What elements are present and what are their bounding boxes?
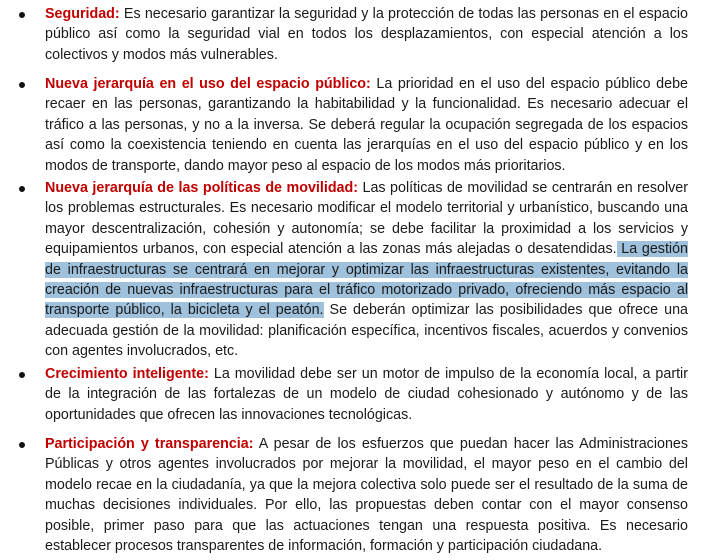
paragraph	[45, 178, 688, 362]
paragraph	[45, 4, 688, 65]
item-text: La movilidad debe ser un motor de impulso de la economía local, a partir de la integración de las fortalezas de un modelo de ciudad cohesionado y autónomo y de las oportunidades que ofrecen las innovaciones tecnológicas.	[45, 366, 688, 423]
item-term: Nueva jerarquía en el uso del espacio público:	[45, 76, 371, 92]
item-text: Las políticas de movilidad se centrarán en resolver los problemas estructurales. Es necesario modificar el modelo territorial y urbanístico, buscando una mayor descentralización, cohesión y autonomía; se debe facilitar la proximidad a los servicios y equipamientos urbanos, con especial atención a las zonas más alejadas o desatendidas.	[45, 180, 688, 258]
bullet-icon	[19, 82, 25, 88]
item-text: La prioridad en el uso del espacio público debe recaer en las personas, garantizando la habitabilidad y la funcionalidad. Es necesario adecuar el tráfico a las personas, y no a la inversa. Se deberá regular la ocupación segregada de los espacios así como la coexistencia teniendo en cuenta las jerarquías en el uso del espacio público y en los modos de transporte, dando mayor peso al espacio de los modos más prioritarios.	[45, 76, 688, 174]
paragraph	[45, 434, 688, 556]
item-term: Crecimiento inteligente:	[45, 366, 209, 382]
highlighted-text[interactable]: La gestión de infraestructuras se centrará en mejorar y optimizar las infraestructuras existentes, evitando la creación de nuevas infraestructuras para el tráfico motorizado privado, ofreciendo más espacio al transporte público, la bicicleta y el peatón.	[45, 241, 688, 319]
paragraph	[45, 74, 688, 176]
bullet-icon	[19, 442, 25, 448]
item-term: Seguridad:	[45, 6, 120, 22]
item-text: Es necesario garantizar la seguridad y la protección de todas las personas en el espacio público así como la seguridad vial en todos los desplazamientos, con especial atención a los colectivos y modos más vulnerables.	[45, 6, 688, 63]
item-text: A pesar de los esfuerzos que puedan hacer las Administraciones Públicas y otros agentes involucrados por mejorar la movilidad, el mayor peso en el cambio del modelo recae en la ciudadanía, ya que la mejora colectiva solo puede ser el resultado de la suma de muchas decisiones individuales. Por ello, las propuestas deben contar con el mayor consenso posible, primer paso para que las actuaciones tengan una respuesta positiva. Es necesario establecer procesos transparentes de información, formación y participación ciudadana.	[45, 436, 688, 555]
bullet-icon	[19, 372, 25, 378]
item-term: Nueva jerarquía de las políticas de movilidad:	[45, 180, 358, 196]
bullet-icon	[19, 186, 25, 192]
bullet-icon	[19, 12, 25, 18]
paragraph	[45, 364, 688, 425]
item-term: Participación y transparencia:	[45, 436, 254, 452]
item-text-after: Se deberán optimizar las posibilidades que ofrece una adecuada gestión de la movilidad: planificación específica, incentivos fiscales, acuerdos y convenios con agentes involucrados, etc.	[45, 302, 688, 360]
